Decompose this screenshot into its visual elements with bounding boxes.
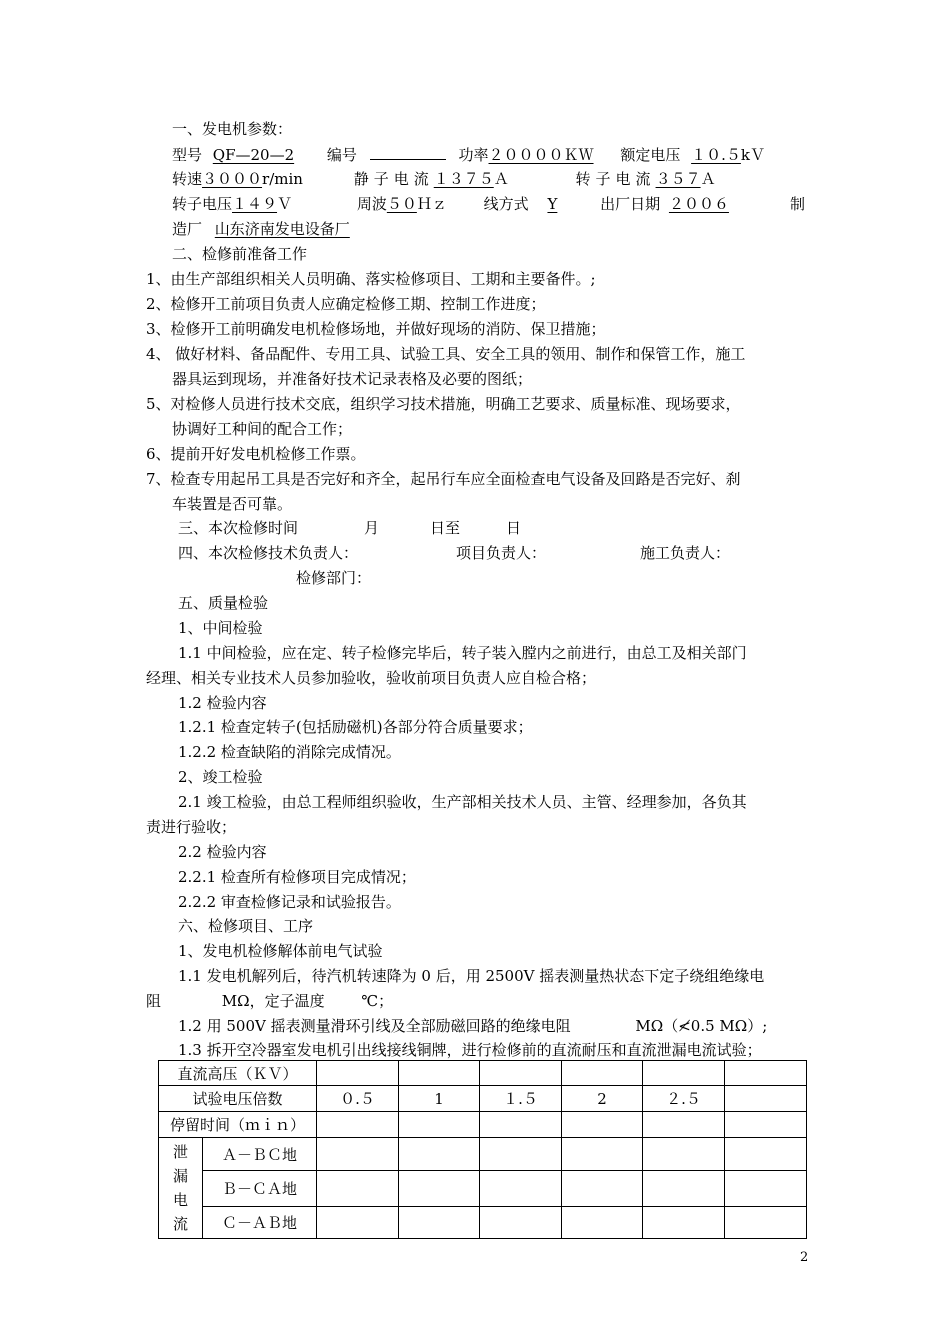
table-cell[interactable] [562,1171,643,1207]
multiple-cell: ０.５ [317,1086,399,1112]
table-cell[interactable] [480,1112,562,1138]
sub1-heading: 1、发电机检修解体前电气试验 [178,942,383,960]
prep-item-2: 2、检修开工前项目负责人应确定检修工期、控制工作进度； [146,295,546,313]
leak-char: 泄 [172,1143,188,1161]
prep-item-4: 4、 做好材料、备品配件、专用工具、试验工具、安全工具的领用、制作和保管工作，施工 [146,345,746,363]
model-label: 型号 [172,146,203,164]
power-value: ２００００ＫＷ [488,146,594,164]
table-cell[interactable] [480,1138,562,1171]
prep-item-1: 1、由生产部组织相关人员明确、落实检修项目、工期和主要备件。; [146,270,596,288]
maker-label-a: 制 [790,195,806,213]
table-cell[interactable] [317,1061,399,1086]
table-cell[interactable] [317,1207,399,1239]
speed-label: 转速 [172,170,203,188]
qc-line-10: 2.2 检验内容 [178,843,267,861]
frequency-unit: Ｈｚ [416,195,447,213]
table-cell[interactable] [480,1061,562,1086]
p11-line-a: 1.1 发电机解列后，待汽机转速降为 0 后，用 2500V 摇表测量热状态下定子绕组绝缘电 [178,967,765,985]
stator-current-label: 静子电流 [353,170,434,188]
leak-char: 流 [172,1215,188,1233]
stator-current-unit: Ａ [493,170,509,188]
department-label: 检修部门： [296,569,372,587]
table-cell[interactable] [399,1207,480,1239]
qc-line-11: 2.2.1 检查所有检修项目完成情况； [178,868,416,886]
qc-line-5: 1.2.1 检查定转子(包括励磁机)各部分符合质量要求； [178,718,533,736]
table-cell[interactable] [399,1171,480,1207]
qc-line-6: 1.2.2 检查缺陷的消除完成情况。 [178,743,401,761]
section1-heading: 一、发电机参数： [172,120,293,138]
rated-voltage-label: 额定电压 [620,146,681,164]
serial-blank [370,143,446,160]
dwell-header: 停留时间（ｍｉｎ） [159,1112,317,1138]
p12-unit: MΩ（≮0.5 MΩ）; [635,1017,768,1035]
leak-char: 漏 [172,1167,188,1185]
p12-line [178,1015,767,1037]
table-cell[interactable] [317,1138,399,1171]
table-cell[interactable] [317,1171,399,1207]
multiple-cell: 1 [399,1086,480,1112]
section5-heading: 五、质量检验 [178,594,269,612]
day-label: 日 [506,519,522,537]
speed-unit: r/min [262,170,303,188]
rated-voltage-value: １０.５ [691,146,741,164]
month-label: 月 [364,519,380,537]
p11-temp-unit: ℃； [361,992,394,1010]
project-lead-label: 项目负责人： [456,544,547,562]
table-cell[interactable] [317,1112,399,1138]
dc-hv-header: 直流高压（ＫＶ） [159,1061,317,1086]
wiring-value: Y [547,195,558,213]
model-value: QF—20—2 [212,146,295,164]
table-cell[interactable] [725,1112,807,1138]
speed-value: ３０００ [202,170,263,188]
frequency-label: 周波 [356,195,387,213]
prep-item-5-cont: 协调好工种间的配合工作； [172,420,353,438]
table-cell[interactable] [643,1138,725,1171]
construction-lead-label: 施工负责人： [640,544,731,562]
prep-item-5: 5、对检修人员进行技术交底，组织学习技术措施，明确工艺要求、质量标准、现场要求， [146,395,741,413]
table-cell[interactable] [643,1112,725,1138]
table-row [159,1112,807,1138]
maker-label-b: 造厂 [172,220,203,238]
table-cell[interactable] [562,1138,643,1171]
table-cell[interactable] [725,1171,807,1207]
multiple-cell: ２.５ [643,1086,725,1112]
qc-line-2: 1.1 中间检验，应在定、转子检修完毕后，转子装入膛内之前进行，由总工及相关部门 [178,644,747,662]
table-cell[interactable] [562,1061,643,1086]
maker-value: 山东济南发电设备厂 [214,220,350,238]
page-number: 2 [800,1250,809,1265]
section6-heading: 六、检修项目、工序 [178,917,314,935]
table-cell[interactable] [725,1138,807,1171]
section2-heading: 二、检修前准备工作 [172,245,308,263]
rotor-current-unit: Ａ [700,170,716,188]
rotor-voltage-unit: Ｖ [277,195,293,213]
table-cell[interactable] [480,1207,562,1239]
table-cell[interactable] [643,1171,725,1207]
prep-item-6: 6、提前开好发电机检修工作票。 [146,445,366,463]
p11-resistance-label: 阻 [146,992,162,1010]
table-cell[interactable] [725,1207,807,1239]
table-cell[interactable] [643,1207,725,1239]
serial-label: 编号 [326,146,357,164]
p11-stator-temp-label: MΩ，定子温度 [221,992,325,1010]
table-row [159,1061,807,1086]
prep-item-7: 7、检查专用起吊工具是否完好和齐全，起吊行车应全面检查电气设备及回路是否完好、刹 [146,470,741,488]
qc-line-7: 2、竣工检验 [178,768,263,786]
p11-line-b [146,990,393,1012]
qc-line-8: 2.1 竣工检验，由总工程师组织验收，生产部相关技术人员、主管、经理参加，各负其 [178,793,747,811]
table-row [159,1207,807,1239]
multiple-header: 试验电压倍数 [159,1086,317,1112]
table-cell[interactable] [399,1061,480,1086]
rotor-current-label: 转子电流 [575,170,656,188]
power-label: 功率 [458,146,489,164]
table-row [159,1138,807,1171]
date-value: ２００６ [668,195,729,213]
rotor-voltage-label: 转子电压 [172,195,233,213]
rotor-current-value: ３５７ [655,170,701,188]
dc-test-table [158,1060,807,1239]
prep-item-7-cont: 车装置是否可靠。 [172,495,293,513]
qc-line-12: 2.2.2 审查检修记录和试验报告。 [178,893,401,911]
section4-heading: 四、本次检修技术负责人： [178,544,359,562]
table-cell[interactable] [562,1112,643,1138]
param-row-1 [172,143,765,166]
multiple-cell: 2 [562,1086,643,1112]
multiple-cell [725,1086,807,1112]
param-row-4 [172,218,374,240]
multiple-cell: １.５ [480,1086,562,1112]
table-row [159,1086,807,1112]
qc-line-9: 责进行验收； [146,818,237,836]
date-label: 出厂日期 [600,195,661,213]
table-cell[interactable] [643,1061,725,1086]
rotor-voltage-value: １４９ [232,195,278,213]
table-cell[interactable] [399,1112,480,1138]
phase-c-label: Ｃ－ＡＢ地 [203,1207,317,1239]
table-cell[interactable] [399,1138,480,1171]
table-row [159,1171,807,1207]
qc-line-1: 1、中间检验 [178,619,263,637]
prep-item-3: 3、检修开工前明确发电机检修场地，并做好现场的消防、保卫措施； [146,320,606,338]
phase-b-label: Ｂ－ＣＡ地 [203,1171,317,1207]
section3-heading: 三、本次检修时间 [178,519,299,537]
frequency-value: ５０ [386,195,417,213]
p12-text: 1.2 用 500V 摇表测量滑环引线及全部励磁回路的绝缘电阻 [178,1017,571,1035]
qc-line-3: 经理、相关专业技术人员参加验收，验收前项目负责人应自检合格； [146,669,597,687]
stator-current-value: １３７５ [433,170,494,188]
rated-voltage-unit: kＶ [740,146,765,164]
param-row-3 [172,193,729,215]
leakage-current-header [159,1138,203,1239]
phase-a-label: Ａ－ＢＣ地 [203,1138,317,1171]
param-row-2 [172,168,716,190]
table-cell[interactable] [562,1207,643,1239]
qc-line-4: 1.2 检验内容 [178,694,267,712]
table-cell[interactable] [480,1171,562,1207]
p13-line: 1.3 拆开空冷器室发电机引出线接线铜牌，进行检修前的直流耐压和直流泄漏电流试验； [178,1041,762,1059]
wiring-label: 线方式 [483,195,529,213]
table-cell[interactable] [725,1061,807,1086]
leak-char: 电 [172,1191,188,1209]
day-to-label: 日至 [430,519,461,537]
prep-item-4-cont: 器具运到现场，并准备好技术记录表格及必要的图纸； [172,370,533,388]
